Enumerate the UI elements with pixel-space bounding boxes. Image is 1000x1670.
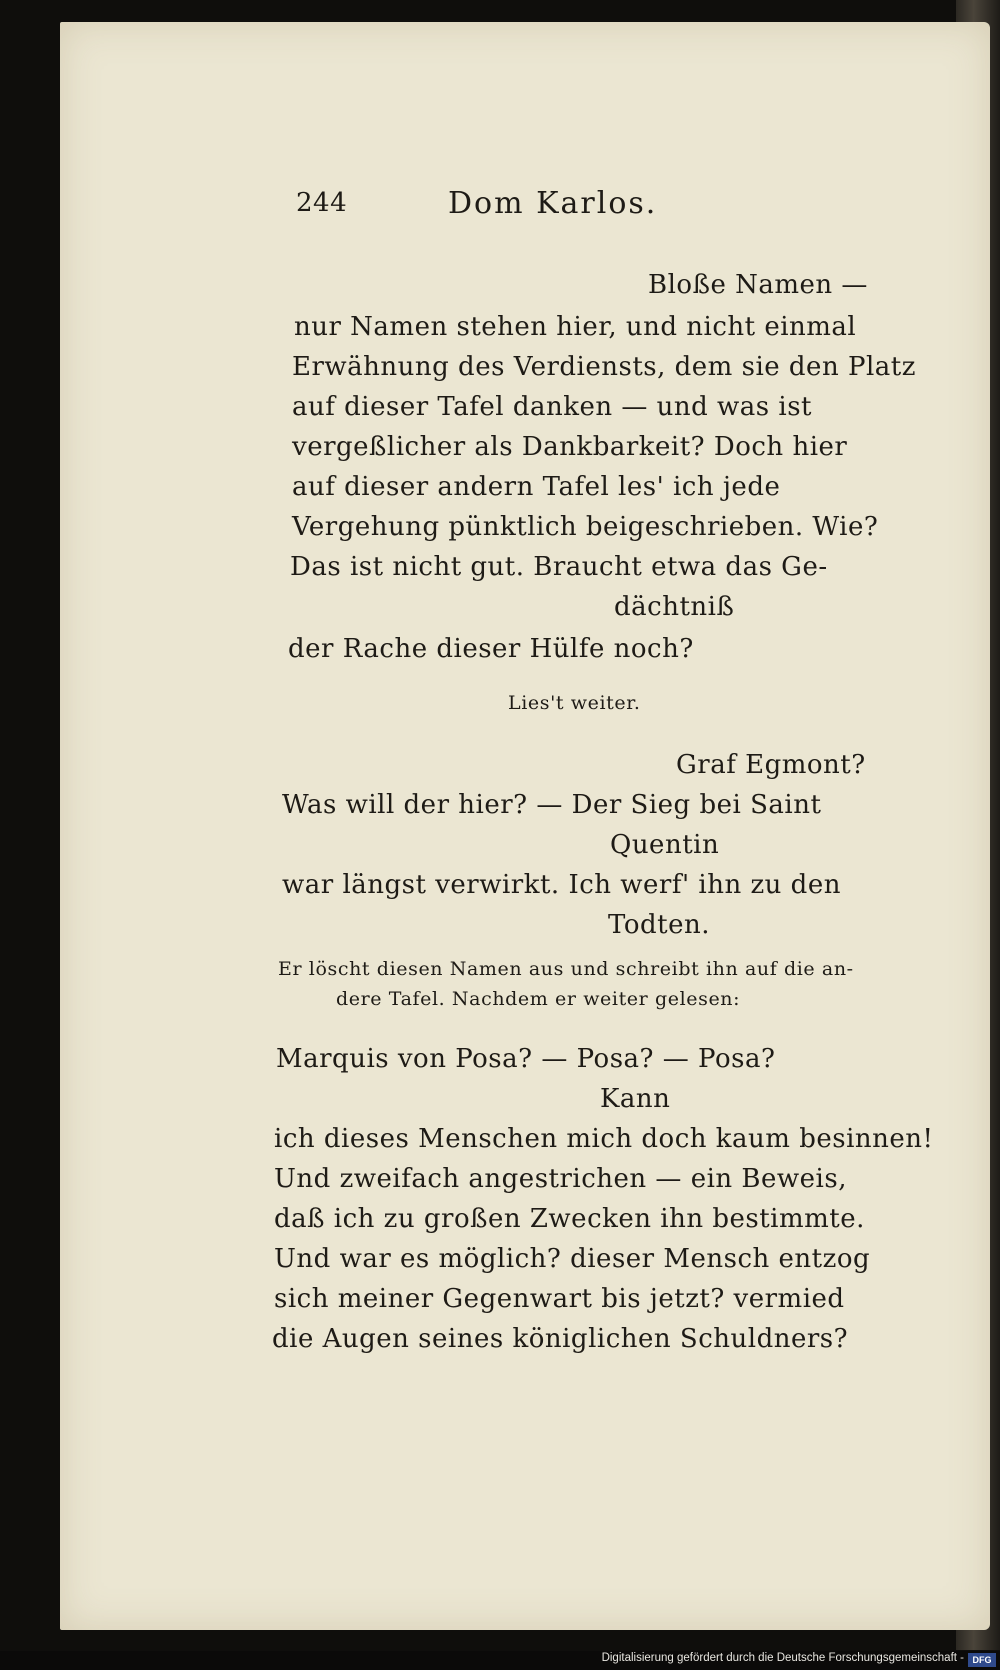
stage-direction: Lies't weiter. xyxy=(508,692,641,714)
text-line: die Augen seines königlichen Schuldners? xyxy=(272,1324,849,1354)
text-line: Graf Egmont? xyxy=(676,750,866,780)
footer-bar xyxy=(0,1651,1000,1670)
text-line: daß ich zu großen Zwecken ihn bestimmte. xyxy=(274,1204,865,1234)
running-head: Dom Karlos. xyxy=(448,186,658,221)
book-page xyxy=(60,22,990,1630)
text-line: Erwähnung des Verdiensts, dem sie den Platz xyxy=(292,352,916,382)
text-line: der Rache dieser Hülfe noch? xyxy=(288,634,694,664)
text-line: Quentin xyxy=(610,830,720,860)
text-line: Kann xyxy=(600,1084,671,1114)
text-line: Und zweifach angestrichen — ein Beweis, xyxy=(274,1164,847,1194)
text-line: nur Namen stehen hier, und nicht einmal xyxy=(294,312,857,342)
page-number: 244 xyxy=(296,188,348,218)
text-line: sich meiner Gegenwart bis jetzt? vermied xyxy=(274,1284,845,1314)
text-line: Und war es möglich? dieser Mensch entzog xyxy=(274,1244,871,1274)
text-line: war längst verwirkt. Ich werf' ihn zu den xyxy=(282,870,841,900)
stage-direction: Er löscht diesen Namen aus und schreibt ihn auf die an- xyxy=(278,958,854,980)
text-line: Todten. xyxy=(608,910,710,940)
text-line: dächtniß xyxy=(614,592,735,622)
text-line: Das ist nicht gut. Braucht etwa das Ge- xyxy=(290,552,828,582)
text-line: vergeßlicher als Dankbarkeit? Doch hier xyxy=(292,432,848,462)
text-line: Marquis von Posa? — Posa? — Posa? xyxy=(276,1044,776,1074)
text-line: ich dieses Menschen mich doch kaum besinnen! xyxy=(274,1124,934,1154)
text-line: Was will der hier? — Der Sieg bei Saint xyxy=(282,790,822,820)
text-line: auf dieser Tafel danken — und was ist xyxy=(292,392,812,422)
stage-direction: dere Tafel. Nachdem er weiter gelesen: xyxy=(336,988,741,1010)
text-line: auf dieser andern Tafel les' ich jede xyxy=(292,472,781,502)
text-line: Bloße Namen — xyxy=(648,270,868,300)
funding-credit: Digitalisierung gefördert durch die Deutsche Forschungsgemeinschaft - xyxy=(601,1652,964,1664)
text-line: Vergehung pünktlich beigeschrieben. Wie? xyxy=(292,512,879,542)
dfg-logo-icon: DFG xyxy=(968,1653,996,1667)
